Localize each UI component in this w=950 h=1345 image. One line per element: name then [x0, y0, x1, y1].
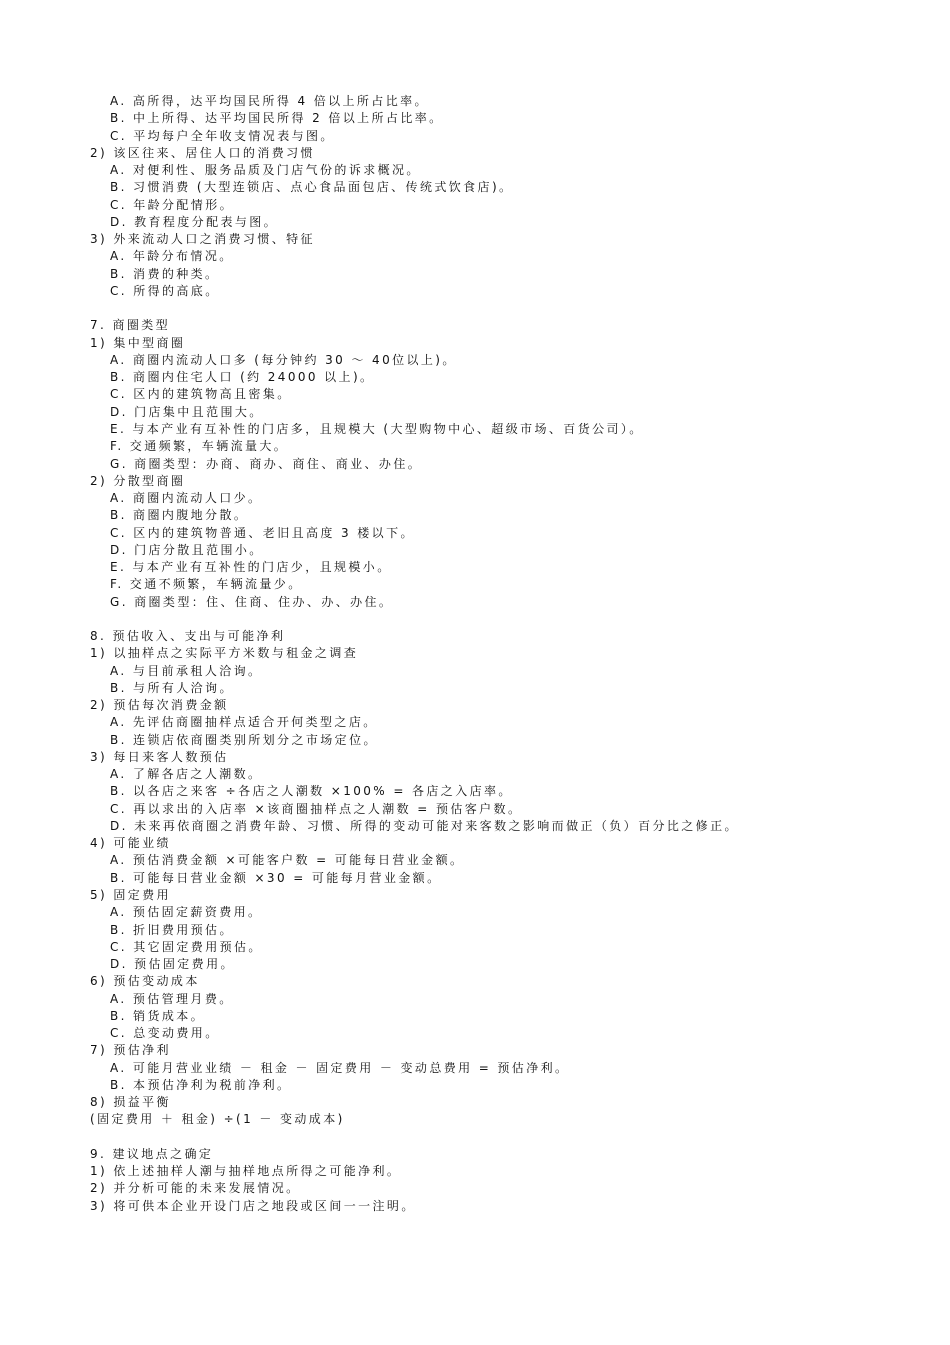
sub-list-item: B. 习惯消费 (大型连锁店、点心食品面包店、传统式饮食店)。: [110, 180, 514, 195]
sub-list-item: G. 商圈类型：住、住商、住办、办、办住。: [110, 594, 394, 609]
sub-list-item: D. 教育程度分配表与图。: [110, 214, 279, 229]
sub-list-item: F. 交通不频繁，车辆流量少。: [110, 577, 303, 592]
sub-list-item: D. 门店分散且范围小。: [110, 542, 264, 557]
sub-list-item: F. 交通频繁，车辆流量大。: [110, 439, 289, 454]
sub-list-item: A. 对便利性、服务品质及门店气份的诉求概况。: [110, 163, 421, 177]
sub-list-item: E. 与本产业有互补性的门店少，且规模小。: [110, 560, 392, 574]
sub-list-item: B. 消费的种类。: [110, 266, 220, 281]
sub-list-item: C. 所得的高底。: [110, 283, 220, 298]
list-item: 2) 分散型商圈: [90, 473, 186, 488]
sub-list-item: B. 中上所得、达平均国民所得 2 倍以上所占比率。: [110, 111, 444, 126]
list-item: 3) 外来流动人口之消费习惯、特征: [90, 232, 315, 247]
list-item: 6) 预估变动成本: [90, 974, 200, 989]
list-item: 4) 可能业绩: [90, 836, 171, 851]
list-item: 5) 固定费用: [90, 888, 171, 902]
sub-list-item: A. 商圈内流动人口少。: [110, 491, 263, 505]
sub-list-item: C. 其它固定费用预估。: [110, 939, 263, 954]
sub-list-item: D. 门店集中且范围大。: [110, 404, 264, 419]
sub-list-item: A. 先评估商圈抽样点适合开何类型之店。: [110, 715, 378, 730]
section-heading: 8. 预估收入、支出与可能净利: [90, 629, 286, 644]
section-heading: 7. 商圈类型: [90, 318, 171, 333]
list-item: 3) 将可供本企业开设门店之地段或区间一一注明。: [90, 1198, 416, 1213]
sub-list-item: A. 预估管理月费。: [110, 991, 234, 1006]
section-heading: 9. 建议地点之确定: [90, 1146, 214, 1161]
sub-list-item: D. 未来再依商圈之消费年龄、习惯、所得的变动可能对来客数之影响而做正（负）百分比之修正。: [110, 818, 739, 833]
sub-list-item: B. 本预估净利为税前净利。: [110, 1077, 292, 1092]
sub-list-item: A. 预估消费金额 ×可能客户数 = 可能每日营业金额。: [110, 853, 465, 868]
list-item: (固定费用 ＋ 租金) ÷(1 － 变动成本): [90, 1112, 345, 1127]
sub-list-item: B. 商圈内腹地分散。: [110, 508, 249, 523]
list-item: 3) 每日来客人数预估: [90, 749, 229, 764]
list-item: 2) 预估每次消费金额: [90, 698, 229, 713]
sub-list-item: A. 商圈内流动人口多 (每分钟约 30 ～ 40位以上)。: [110, 352, 457, 367]
list-item: 1) 集中型商圈: [90, 335, 186, 350]
sub-list-item: C. 区内的建筑物高且密集。: [110, 387, 292, 402]
sub-list-item: C. 再以求出的入店率 ×该商圈抽样点之人潮数 = 预估客户数。: [110, 801, 523, 816]
sub-list-item: B. 以各店之来客 ÷各店之人潮数 ×100% = 各店之入店率。: [110, 784, 513, 799]
sub-list-item: B. 销货成本。: [110, 1008, 206, 1023]
sub-list-item: A. 预估固定薪资费用。: [110, 905, 263, 920]
sub-list-item: C. 区内的建筑物普通、老旧且高度 3 楼以下。: [110, 525, 415, 540]
sub-list-item: B. 与所有人洽询。: [110, 680, 234, 695]
sub-list-item: B. 商圈内住宅人口 (约 24000 以上)。: [110, 370, 375, 385]
sub-list-item: C. 平均每户全年收支情况表与图。: [110, 128, 335, 143]
sub-list-item: A. 可能月营业业绩 － 租金 － 固定费用 － 变动总费用 = 预估净利。: [110, 1060, 570, 1075]
sub-list-item: C. 年龄分配情形。: [110, 197, 235, 212]
list-item: 1) 依上述抽样人潮与抽样地点所得之可能净利。: [90, 1164, 402, 1179]
list-item: 8) 损益平衡: [90, 1095, 171, 1110]
sub-list-item: B. 连锁店依商圈类别所划分之市场定位。: [110, 732, 378, 747]
list-item: 2) 该区往来、居住人口的消费习惯: [90, 145, 315, 160]
list-item: 7) 预估净利: [90, 1043, 171, 1058]
sub-list-item: A. 与目前承租人洽询。: [110, 663, 263, 678]
sub-list-item: A. 年龄分布情况。: [110, 249, 234, 264]
sub-list-item: E. 与本产业有互补性的门店多，且规模大 (大型购物中心、超级市场、百货公司）。: [110, 421, 644, 436]
sub-list-item: B. 折旧费用预估。: [110, 922, 234, 937]
sub-list-item: A. 了解各店之人潮数。: [110, 767, 263, 782]
list-item: 1) 以抽样点之实际平方米数与租金之调查: [90, 646, 359, 661]
sub-list-item: C. 总变动费用。: [110, 1026, 220, 1040]
sub-list-item: B. 可能每日营业金额 ×30 = 可能每月营业金额。: [110, 870, 442, 885]
sub-list-item: G. 商圈类型：办商、商办、商住、商业、办住。: [110, 456, 423, 471]
sub-list-item: D. 预估固定费用。: [110, 957, 235, 971]
sub-list-item: A. 高所得，达平均国民所得 4 倍以上所占比率。: [110, 94, 429, 108]
list-item: 2) 并分析可能的未来发展情况。: [90, 1181, 301, 1196]
